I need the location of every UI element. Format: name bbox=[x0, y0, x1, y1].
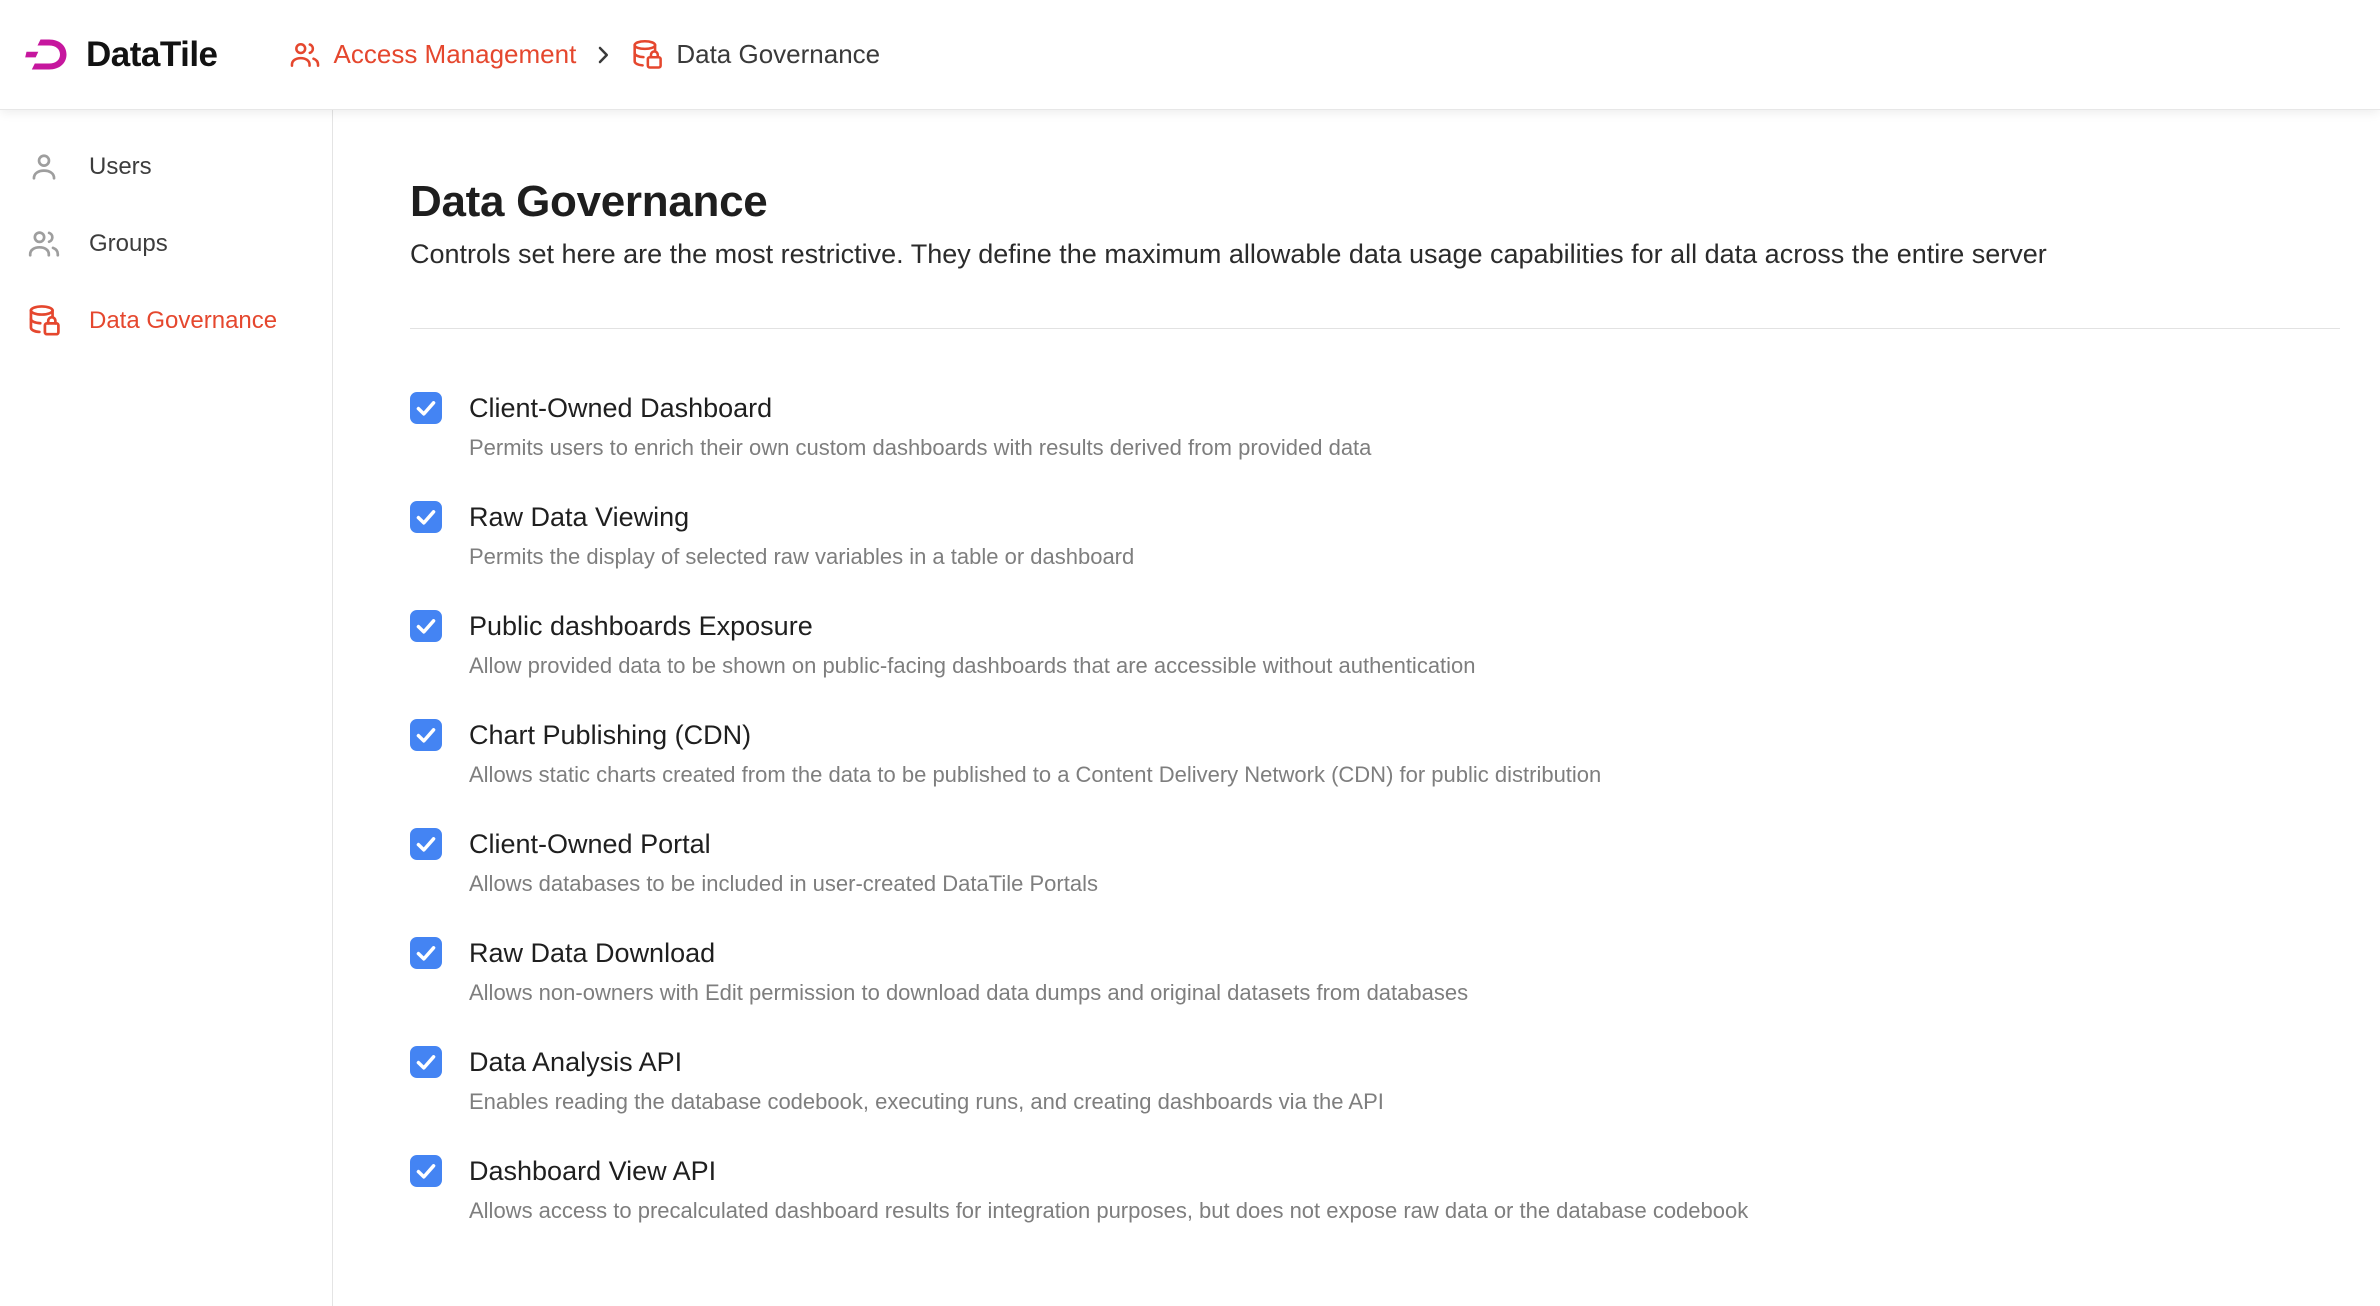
sidebar bbox=[0, 110, 333, 1306]
check-icon bbox=[413, 395, 439, 421]
permission-label: Public dashboards Exposure bbox=[469, 611, 813, 641]
check-icon bbox=[413, 613, 439, 639]
main-content bbox=[333, 110, 2380, 1306]
check-icon bbox=[413, 940, 439, 966]
permission-checkbox[interactable] bbox=[410, 719, 442, 751]
permission-label: Raw Data Download bbox=[469, 938, 716, 968]
chevron-right-icon bbox=[590, 42, 616, 68]
check-icon bbox=[413, 504, 439, 530]
breadcrumb-data-governance bbox=[630, 38, 880, 72]
permission-label: Client-Owned Portal bbox=[469, 829, 711, 859]
logo-text: DataTile bbox=[86, 34, 218, 74]
database-lock-icon bbox=[26, 303, 62, 339]
permission-item-data-analysis-api bbox=[410, 1046, 2340, 1117]
permission-description: Allows static charts created from the data to be published to a Content Delivery Network (CDN) for public distribution bbox=[469, 762, 1602, 787]
permission-label: Dashboard View API bbox=[469, 1156, 717, 1186]
permission-item-chart-publishing-cdn bbox=[410, 719, 2340, 790]
sidebar-item-users[interactable] bbox=[0, 128, 332, 205]
permission-description: Allows access to precalculated dashboard results for integration purposes, but does not expose raw data or the database codebook bbox=[469, 1198, 1749, 1223]
permission-checkbox[interactable] bbox=[410, 501, 442, 533]
breadcrumb-page-label: Data Governance bbox=[676, 39, 881, 69]
permission-item-public-dashboards-exposure bbox=[410, 610, 2340, 681]
sidebar-item-label: Users bbox=[89, 152, 152, 180]
users-group-icon bbox=[26, 226, 62, 262]
permission-description: Allow provided data to be shown on public-facing dashboards that are accessible without authentication bbox=[469, 653, 1476, 678]
user-icon bbox=[26, 149, 62, 185]
check-icon bbox=[413, 1158, 439, 1184]
app-header bbox=[0, 0, 2380, 110]
permission-checkbox[interactable] bbox=[410, 1046, 442, 1078]
permission-checkbox[interactable] bbox=[410, 1155, 442, 1187]
users-group-icon bbox=[288, 38, 322, 72]
permission-label: Data Analysis API bbox=[469, 1047, 683, 1077]
permission-description: Permits users to enrich their own custom dashboards with results derived from provided data bbox=[469, 435, 1372, 460]
permission-item-client-owned-dashboard bbox=[410, 392, 2340, 463]
permission-checkbox[interactable] bbox=[410, 937, 442, 969]
permission-description: Allows databases to be included in user-created DataTile Portals bbox=[469, 871, 1098, 896]
permission-description: Enables reading the database codebook, executing runs, and creating dashboards via the API bbox=[469, 1089, 1384, 1114]
section-divider bbox=[410, 328, 2340, 329]
sidebar-item-groups[interactable] bbox=[0, 205, 332, 282]
breadcrumb-section-label: Access Management bbox=[333, 39, 577, 69]
logo[interactable] bbox=[0, 35, 218, 75]
permission-description: Allows non-owners with Edit permission to download data dumps and original datasets from databases bbox=[469, 980, 1469, 1005]
permission-item-client-owned-portal bbox=[410, 828, 2340, 899]
page-title: Data Governance bbox=[410, 177, 768, 226]
check-icon bbox=[413, 722, 439, 748]
database-lock-icon bbox=[630, 38, 664, 72]
permission-description: Permits the display of selected raw variables in a table or dashboard bbox=[469, 544, 1135, 569]
permission-label: Chart Publishing (CDN) bbox=[469, 720, 752, 750]
permission-checkbox[interactable] bbox=[410, 392, 442, 424]
datatile-logo-icon bbox=[24, 36, 70, 74]
sidebar-item-label: Groups bbox=[89, 229, 168, 257]
sidebar-item-data-governance[interactable] bbox=[0, 282, 332, 359]
permission-label: Raw Data Viewing bbox=[469, 502, 690, 532]
sidebar-item-label: Data Governance bbox=[89, 306, 278, 334]
check-icon bbox=[413, 831, 439, 857]
permission-item-dashboard-view-api bbox=[410, 1155, 2340, 1226]
check-icon bbox=[413, 1049, 439, 1075]
permission-item-raw-data-download bbox=[410, 937, 2340, 1008]
permissions-list bbox=[410, 392, 2340, 1226]
breadcrumb bbox=[288, 38, 881, 72]
page-subtitle: Controls set here are the most restrictive. They define the maximum allowable data usage capabilities for all data across the entire server bbox=[410, 239, 2047, 269]
permission-checkbox[interactable] bbox=[410, 828, 442, 860]
permission-checkbox[interactable] bbox=[410, 610, 442, 642]
permission-item-raw-data-viewing bbox=[410, 501, 2340, 572]
permission-label: Client-Owned Dashboard bbox=[469, 393, 773, 423]
breadcrumb-access-management[interactable] bbox=[288, 38, 577, 72]
